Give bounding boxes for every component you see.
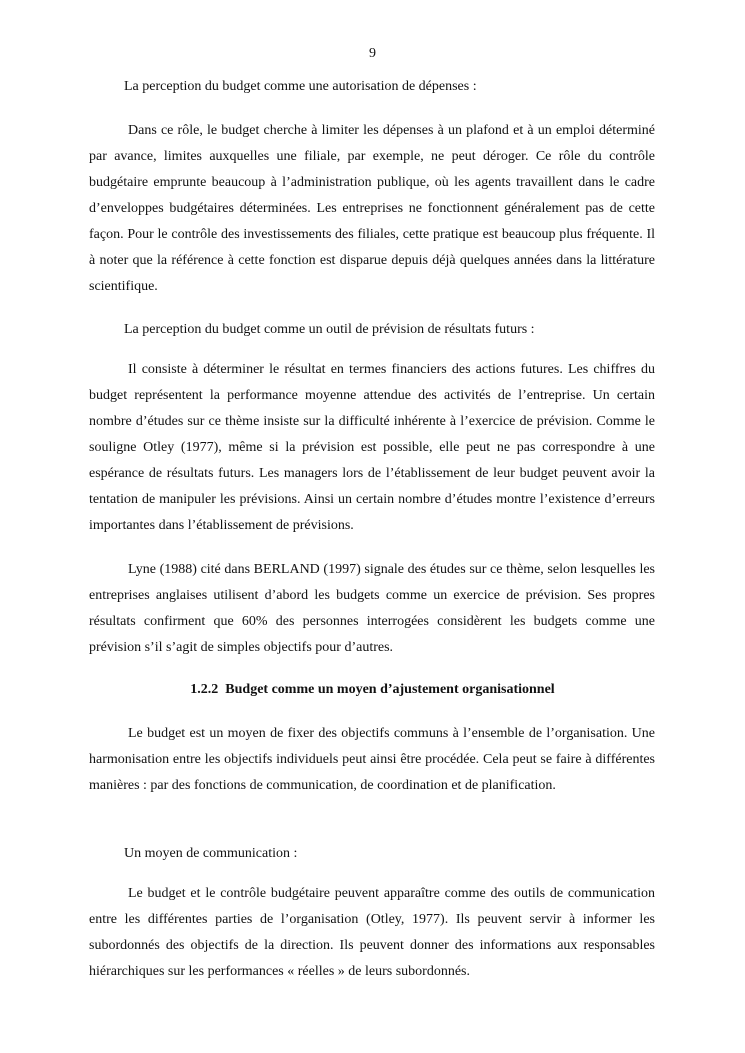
paragraph-forecast-results: Il consiste à déterminer le résultat en termes financiers des actions futures. Les chiffres du budget représentent la performance moyenne attendue des activités de l’entreprise. Un certain nombre d’études sur ce thème insiste sur la difficulté inhérente à l’exercice de prévision. Comme le souligne Otley (1977), même si la prévision est possible, elle peut ne pas correspondre à une espérance de résultats futurs. Les managers lors de l’établissement de leur budget peuvent avoir la tentation de manipuler les prévisions. Ainsi un certain nombre d’études montre l’existence d’erreurs importantes dans l’établissement de prévisions. <box>89 362 655 533</box>
paragraph-lyne-study: Lyne (1988) cité dans BERLAND (1997) signale des études sur ce thème, selon lesquelles les entreprises anglaises utilisent d’abord les budgets comme un exercice de prévision. Ses propres résultats confirment que 60% des personnes interrogées considèrent les budgets comme une prévision s’il s’agit de simples objectifs pour d’autres. <box>89 562 655 655</box>
section-title <box>0 682 745 698</box>
paragraph-authorization-role: Dans ce rôle, le budget cherche à limiter les dépenses à un plafond et à un emploi déterminé par avance, limites auxquelles une filiale, par exemple, ne peut déroger. Ce rôle du contrôle budgétaire emprunte beaucoup à l’administration publique, où les agents travaillent dans le cadre d’enveloppes budgétaires déterminées. Les entreprises ne fonctionnent généralement pas de cette façon. Pour le contrôle des investissements des filiales, cette pratique est beaucoup plus fréquente. Il à noter que la référence à cette fonction est disparue depuis déjà quelques années dans la littérature scientifique. <box>89 123 655 294</box>
paragraph-organisational-adjustment: Le budget est un moyen de fixer des objectifs communs à l’ensemble de l’organisation. Une harmonisation entre les objectifs individuels peut ainsi être procédée. Cela peut se faire à différentes manières : par des fonctions de communication, de coordination et de planification. <box>89 726 655 793</box>
section-number: 1.2.2 <box>190 682 219 697</box>
heading-communication: Un moyen de communication : <box>124 846 298 861</box>
heading-budget-forecast: La perception du budget comme un outil de prévision de résultats futurs : <box>124 322 535 337</box>
page-number: 9 <box>369 46 376 61</box>
heading-budget-authorization: La perception du budget comme une autorisation de dépenses : <box>124 79 477 94</box>
paragraph-communication: Le budget et le contrôle budgétaire peuvent apparaître comme des outils de communication entre les différentes parties de l’organisation (Otley, 1977). Ils peuvent servir à informer les subordonnés des objectifs de la direction. Ils peuvent donner des informations aux responsables hiérarchiques sur les performances « réelles » de leurs subordonnés. <box>89 886 655 979</box>
section-title-text: Budget comme un moyen d’ajustement organisationnel <box>225 682 555 697</box>
